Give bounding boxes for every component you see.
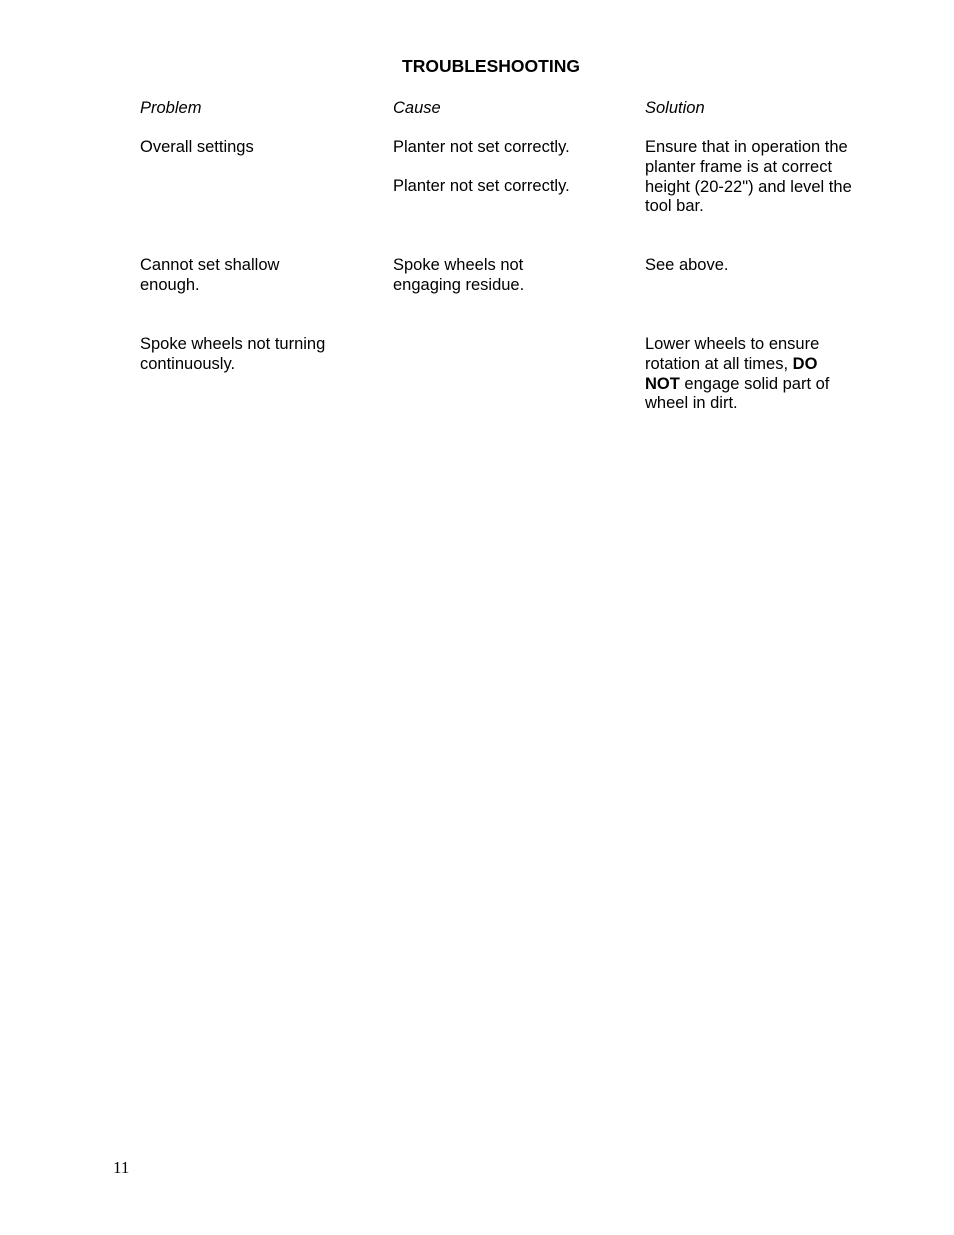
row3-solution [645, 335, 855, 414]
row2-solution: See above. [645, 256, 729, 274]
row2-problem: Cannot set shallow enough. [140, 256, 280, 294]
page-number: 11 [113, 1158, 130, 1177]
row3-solution-text: Lower wheels to ensure rotation at all times, [645, 335, 820, 373]
row1-cause-2: Planter not set correctly. [393, 177, 570, 195]
row1-solution: Ensure that in operation the planter frame is at correct height (20-22") and level the tool bar. [645, 138, 852, 216]
header-problem: Problem [140, 99, 202, 117]
row2-cause: Spoke wheels not engaging residue. [393, 256, 525, 294]
row1-problem: Overall settings [140, 138, 254, 156]
header-cause: Cause [393, 99, 441, 117]
page-title: TROUBLESHOOTING [402, 56, 580, 76]
row3-solution-emphasis: DO NOT [645, 354, 818, 393]
row3-problem: Spoke wheels not turning continuously. [140, 335, 326, 373]
row3-solution-text-end: engage solid part of wheel in dirt. [645, 374, 830, 413]
row1-cause-1: Planter not set correctly. [393, 138, 570, 156]
header-solution: Solution [645, 99, 705, 117]
